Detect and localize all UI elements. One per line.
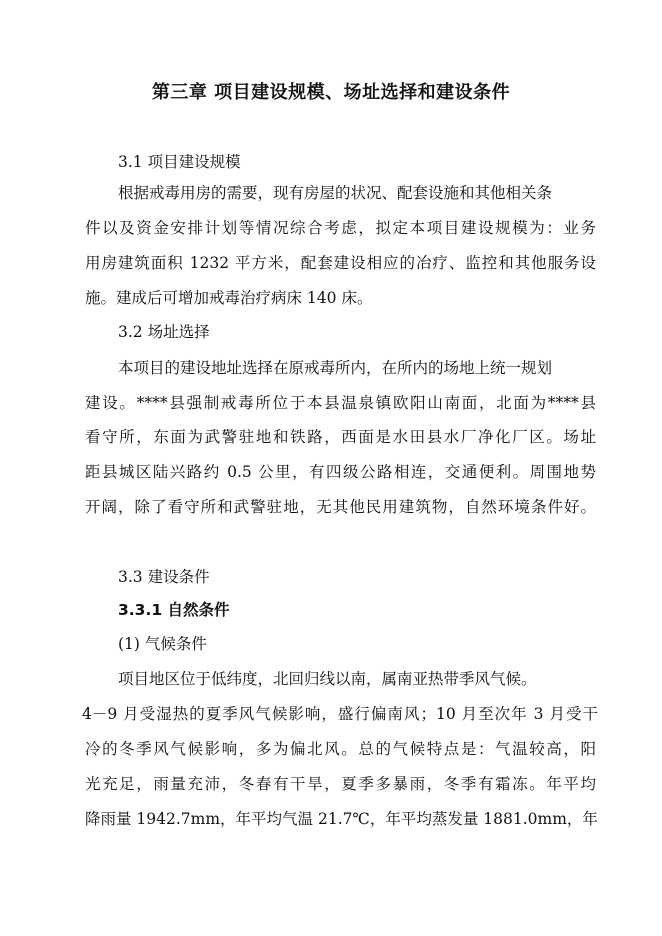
paragraph-line: 4－9 月受湿热的夏季风气候影响，盛行偏南风；10 月至次年 3 月受干 [82, 705, 598, 723]
paragraph-line: 开阔，除了看守所和武警驻地，无其他民用建筑物，自然环境条件好。 [85, 498, 596, 516]
paragraph-line: 降雨量 1942.7mm，年平均气温 21.7℃，年平均蒸发量 1881.0mm，年 [85, 810, 598, 828]
paragraph-line: 用房建筑面积 1232 平方米，配套建设相应的冶疗、监控和其他服务设 [85, 254, 596, 272]
paragraph-line: 施。建成后可增加戒毒治疗病床 140 床。 [85, 289, 373, 307]
paragraph-line: 看守所，东面为武警驻地和铁路，西面是水田县水厂净化厂区。场址 [85, 428, 596, 446]
paragraph-line: 项目地区位于低纬度，北回归线以南，属南亚热带季风气候。 [118, 670, 537, 688]
section-heading-3-2: 3.2 场址选择 [118, 323, 210, 341]
section-heading-3-3: 3.3 建设条件 [118, 568, 210, 586]
paragraph-line: 冷的冬季风气候影响，多为偏北风。总的气候特点是：气温较高，阳 [85, 740, 596, 758]
paragraph-line: 本项目的建设地址选择在原戒毒所内，在所内的场地上统一规划 [118, 359, 553, 377]
section-heading-3-1: 3.1 项目建设规模 [118, 153, 241, 171]
paragraph-line: 建设。****县强制戒毒所位于本县温泉镇欧阳山南面，北面为****县 [85, 394, 596, 412]
paragraph-line: 件以及资金安排计划等情况综合考虑，拟定本项目建设规模为：业务 [85, 219, 596, 237]
item-heading-climate: (1) 气候条件 [118, 635, 207, 653]
paragraph-line: 根据戒毒用房的需要，现有房屋的状况、配套设施和其他相关条 [118, 184, 553, 202]
chapter-title: 第三章 项目建设规模、场址选择和建设条件 [151, 82, 511, 103]
paragraph-line: 光充足，雨量充沛，冬春有干旱，夏季多暴雨，冬季有霜冻。年平均 [85, 775, 596, 793]
subsection-heading-3-3-1: 3.3.1 自然条件 [118, 601, 230, 619]
paragraph-line: 距县城区陆兴路约 0.5 公里，有四级公路相连，交通便利。周围地势 [85, 463, 596, 481]
